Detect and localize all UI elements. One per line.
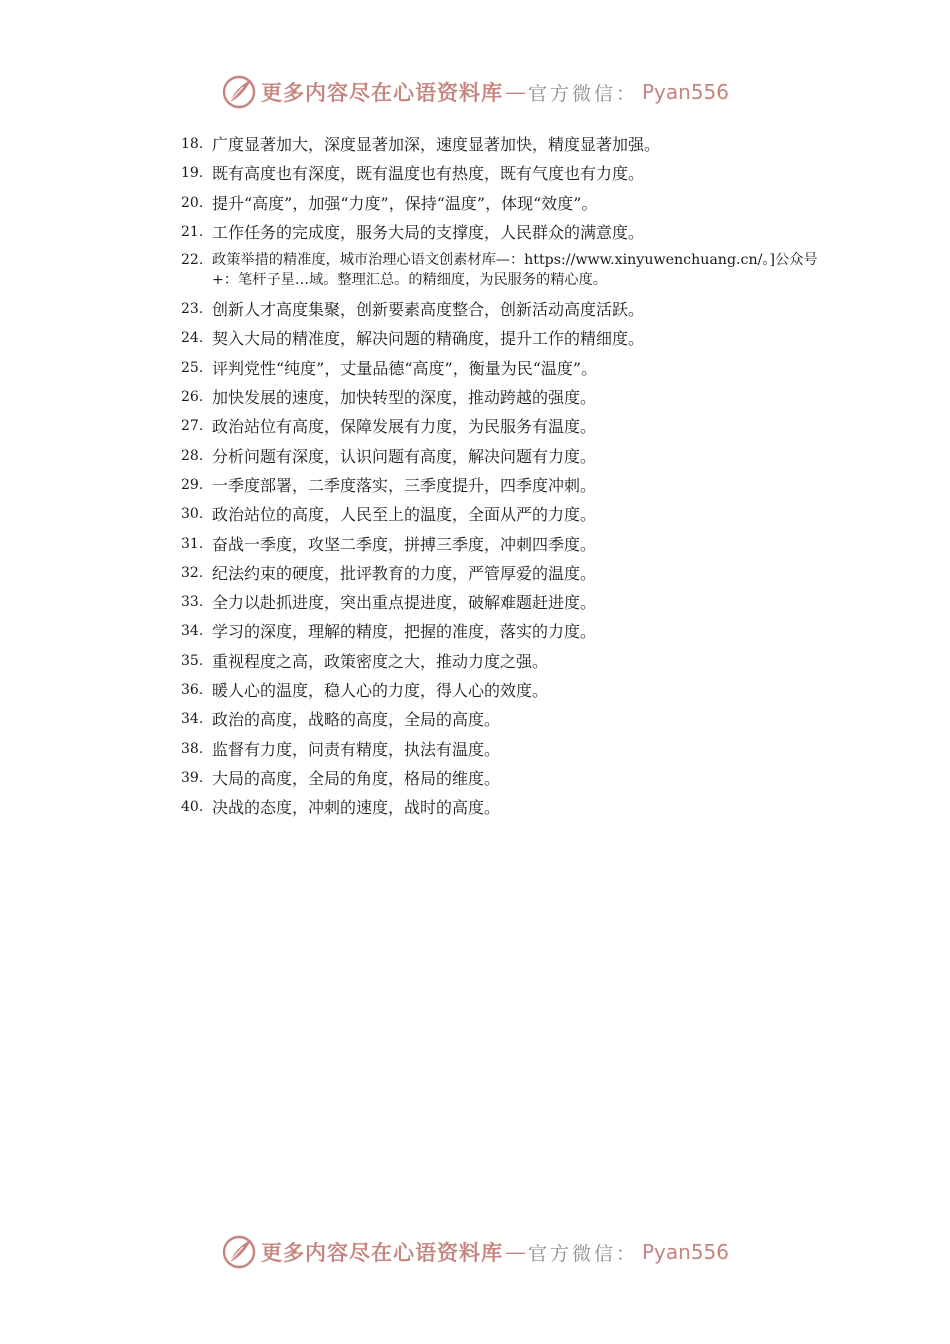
- item-number: 24.: [181, 330, 204, 347]
- list-item: [181, 130, 841, 159]
- banner-wechat-id: Pyan556: [642, 80, 730, 104]
- item-text: 一季度部署，二季度落实，三季度提升，四季度冲刺。: [212, 475, 597, 495]
- list-item: [181, 159, 841, 188]
- item-text: 全力以赴抓进度，突出重点提进度，破解难题赶进度。: [212, 593, 597, 613]
- list-item: [181, 735, 841, 764]
- header-banner: [0, 72, 950, 112]
- banner-title: 更多内容尽在心语资料库: [260, 80, 503, 105]
- banner-separator: —: [504, 80, 526, 104]
- list-item: [181, 559, 841, 588]
- list-item: [181, 295, 841, 324]
- item-number: 40.: [181, 799, 204, 816]
- item-text: 奋战一季度，攻坚二季度，拼搏三季度，冲刺四季度。: [212, 534, 597, 554]
- item-number: 35.: [181, 652, 204, 669]
- item-text: 广度显著加大，深度显著加深，速度显著加快，精度显著加强。: [212, 135, 661, 154]
- list-item: [181, 617, 841, 646]
- item-number: 22.: [181, 252, 204, 269]
- item-text: 工作任务的完成度，服务大局的支撑度，人民群众的满意度。: [212, 222, 645, 242]
- item-number: 21.: [181, 223, 204, 240]
- item-number: 33.: [181, 594, 204, 611]
- item-number: 38.: [181, 740, 204, 757]
- list-item: [181, 247, 841, 295]
- item-number: 29.: [181, 476, 204, 493]
- item-number: 30.: [181, 506, 204, 523]
- item-number: 32.: [181, 564, 204, 581]
- list-item: [181, 324, 841, 353]
- list-item: [181, 764, 841, 793]
- feather-pen-icon: [221, 74, 257, 110]
- list-item: [181, 354, 841, 383]
- item-text: 决战的态度，冲刺的速度，战时的高度。: [212, 798, 501, 818]
- phrase-list: [181, 130, 841, 823]
- item-text: 大局的高度，全局的角度，格局的维度。: [212, 768, 501, 788]
- item-number: 20.: [181, 194, 204, 211]
- banner-official-label: 官方微信：: [527, 82, 638, 105]
- item-text: 政治的高度，战略的高度，全局的高度。: [212, 710, 501, 730]
- list-item: [181, 676, 841, 705]
- item-text: 创新人才高度集聚，创新要素高度整合，创新活动高度活跃。: [212, 300, 645, 320]
- list-item: [181, 383, 841, 412]
- item-number: 31.: [181, 535, 204, 552]
- list-item: [181, 189, 841, 218]
- item-text: 重视程度之高，政策密度之大，推动力度之强。: [212, 651, 549, 671]
- banner-separator: —: [504, 1240, 526, 1264]
- list-item: [181, 705, 841, 734]
- item-number: 28.: [181, 447, 204, 464]
- item-number: 26.: [181, 389, 204, 406]
- list-item: [181, 530, 841, 559]
- item-text: 政治站位的高度，人民至上的温度，全面从严的力度。: [212, 505, 597, 525]
- list-item: [181, 500, 841, 529]
- item-number: 34.: [181, 711, 204, 728]
- item-number: 39.: [181, 769, 204, 786]
- list-item: [181, 588, 841, 617]
- banner-title: 更多内容尽在心语资料库: [260, 1240, 503, 1265]
- footer-banner: [0, 1232, 950, 1272]
- item-text: 政策举措的精准度，城市治理心语文创素材库—：https://www.xinyuwenchuang.cn/。]公众号+：笔杆子星…域。整理汇总。的精细度，为民服务的精心度。: [212, 252, 818, 288]
- item-number: 25.: [181, 359, 204, 376]
- item-text: 学习的深度，理解的精度，把握的准度，落实的力度。: [212, 622, 597, 642]
- list-item: [181, 412, 841, 441]
- item-text: 监督有力度，问责有精度，执法有温度。: [212, 739, 501, 759]
- item-number: 34.: [181, 623, 204, 640]
- list-item: [181, 218, 841, 247]
- item-number: 36.: [181, 682, 204, 699]
- item-text: 契入大局的精准度，解决问题的精确度，提升工作的精细度。: [212, 329, 645, 349]
- list-item: [181, 442, 841, 471]
- banner-wechat-id: Pyan556: [642, 1240, 730, 1264]
- item-text: 评判党性“纯度”，丈量品德“高度”，衡量为民“温度”。: [212, 358, 598, 378]
- item-text: 政治站位有高度，保障发展有力度，为民服务有温度。: [212, 417, 597, 437]
- list-item: [181, 647, 841, 676]
- item-number: 19.: [181, 165, 204, 182]
- item-text: 既有高度也有深度，既有温度也有热度，既有气度也有力度。: [212, 164, 645, 184]
- item-text: 纪法约束的硬度，批评教育的力度，严管厚爱的温度。: [212, 563, 597, 583]
- item-number: 18.: [181, 136, 204, 152]
- item-text: 提升“高度”，加强“力度”，保持“温度”，体现“效度”。: [212, 193, 598, 213]
- item-number: 27.: [181, 418, 204, 435]
- list-item: [181, 793, 841, 822]
- item-text: 暖人心的温度，稳人心的力度，得人心的效度。: [212, 681, 549, 701]
- item-number: 23.: [181, 301, 204, 318]
- item-text: 加快发展的速度，加快转型的深度，推动跨越的强度。: [212, 388, 597, 408]
- banner-official-label: 官方微信：: [527, 1242, 638, 1265]
- item-text: 分析问题有深度，认识问题有高度，解决问题有力度。: [212, 446, 597, 466]
- list-item: [181, 471, 841, 500]
- feather-pen-icon: [221, 1234, 257, 1270]
